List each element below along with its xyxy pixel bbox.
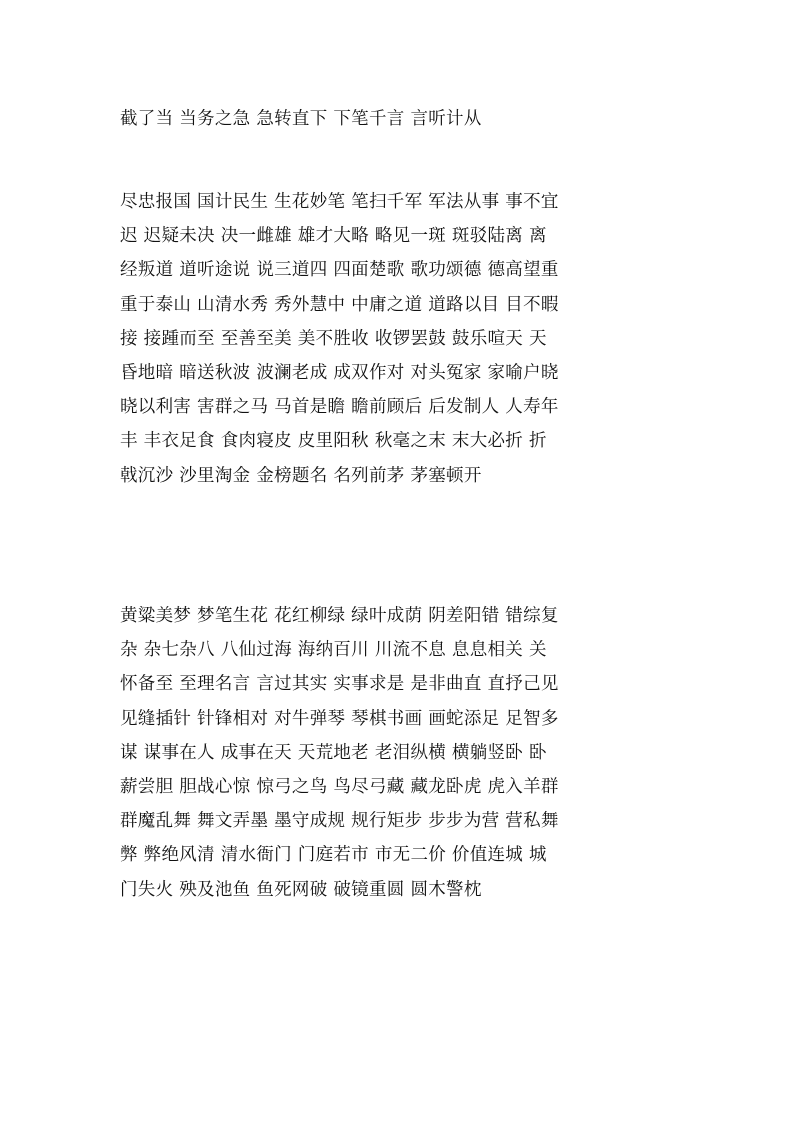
text-line: 薪尝胆 胆战心惊 惊弓之鸟 鸟尽弓藏 藏龙卧虎 虎入羊群 — [120, 776, 559, 797]
text-line: 尽忠报国 国计民生 生花妙笔 笔扫千军 军法从事 事不宜 — [120, 192, 559, 212]
text-line: 经叛道 道听途说 说三道四 四面楚歌 歌功颂德 德高望重 — [120, 260, 559, 281]
paragraph-3 — [120, 599, 559, 907]
text-line: 谋 谋事在人 成事在天 天荒地老 老泪纵横 横躺竖卧 卧 — [120, 742, 547, 763]
text-line: 黄粱美梦 梦笔生花 花红柳绿 绿叶成荫 阴差阳错 错综复 — [120, 606, 559, 626]
text-line: 杂 杂七杂八 八仙过海 海纳百川 川流不息 息息相关 关 — [120, 640, 547, 661]
paragraph-2 — [120, 185, 559, 493]
text-line: 丰 丰衣足食 食肉寝皮 皮里阳秋 秋毫之末 末大必折 折 — [120, 431, 547, 452]
text-line: 戟沉沙 沙里淘金 金榜题名 名列前茅 茅塞顿开 — [120, 465, 482, 486]
text-line: 怀备至 至理名言 言过其实 实事求是 是非曲直 直抒己见 — [120, 674, 559, 695]
text-line: 接 接踵而至 至善至美 美不胜收 收锣罢鼓 鼓乐喧天 天 — [120, 328, 547, 349]
text-line: 见缝插针 针锋相对 对牛弹琴 琴棋书画 画蛇添足 足智多 — [120, 708, 559, 729]
text-line: 门失火 殃及池鱼 鱼死网破 破镜重圆 圆木警枕 — [120, 879, 482, 900]
text-line: 晓以利害 害群之马 马首是瞻 瞻前顾后 后发制人 人寿年 — [120, 397, 559, 418]
text-line: 截了当 当务之急 急转直下 下笔千言 言听计从 — [120, 109, 482, 129]
text-line: 群魔乱舞 舞文弄墨 墨守成规 规行矩步 步步为营 营私舞 — [120, 811, 559, 832]
text-line: 昏地暗 暗送秋波 波澜老成 成双作对 对头冤家 家喻户晓 — [120, 362, 559, 383]
paragraph-1 — [120, 102, 482, 136]
text-line: 重于泰山 山清水秀 秀外慧中 中庸之道 道路以目 目不暇 — [120, 294, 559, 315]
text-line: 弊 弊绝风清 清水衙门 门庭若市 市无二价 价值连城 城 — [120, 845, 547, 866]
text-line: 迟 迟疑未决 决一雌雄 雄才大略 略见一斑 斑驳陆离 离 — [120, 226, 547, 247]
